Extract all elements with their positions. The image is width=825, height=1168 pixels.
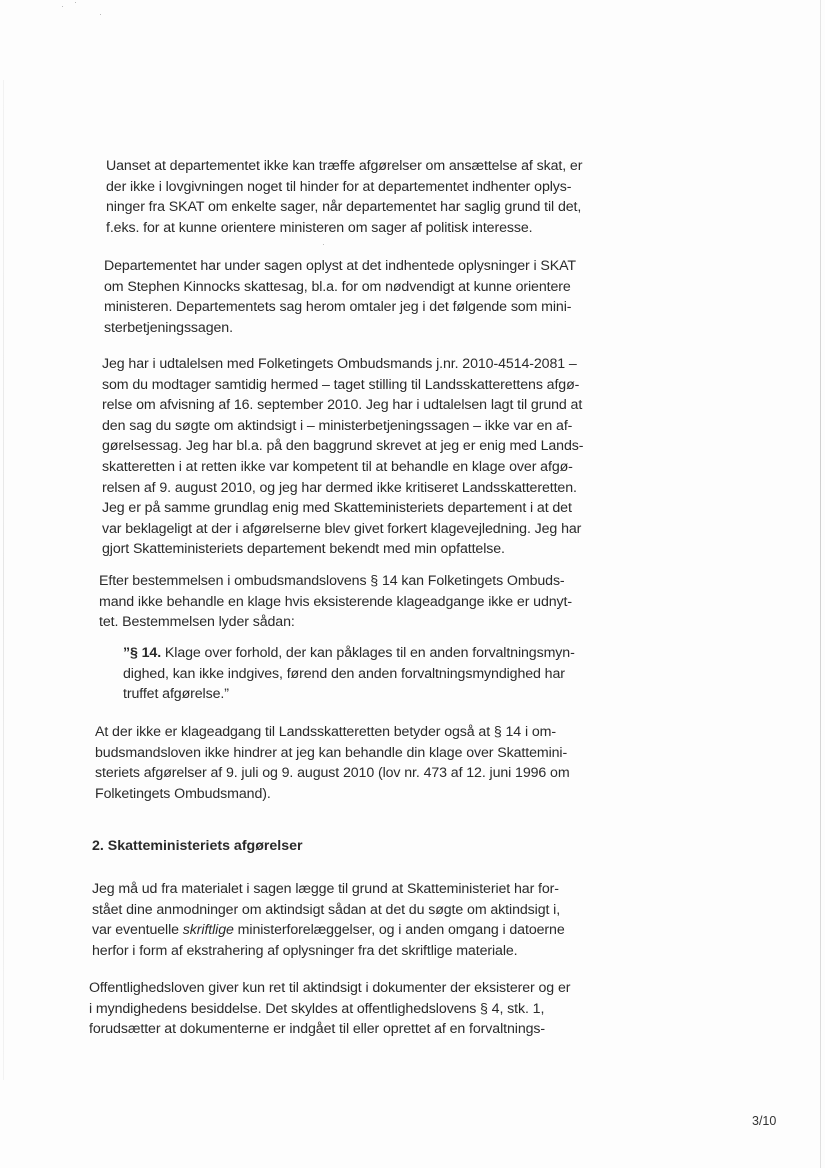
- text-line: Offentlighedsloven giver kun ret til aktindsigt i dokumenter der eksisterer og er: [89, 980, 571, 996]
- text-line: ninger fra SKAT om enkelte sager, når departementet har saglig grund til det,: [106, 199, 582, 216]
- text-line: Jeg må ud fra materialet i sagen lægge til grund at Skatteministeriet har for-: [92, 881, 559, 897]
- scan-edge-left: [3, 80, 4, 1080]
- scan-speck: [62, 6, 63, 7]
- text-line: budsmandsloven ikke hindrer at jeg kan behandle din klage over Skattemini-: [95, 744, 568, 761]
- paragraph-3: [102, 354, 592, 560]
- text-line: gjort Skatteministeriets departement bekendt med min opfattelse.: [102, 541, 505, 558]
- text-line: som du modtager samtidig hermed – taget stilling til Landsskatterettens afgø-: [102, 376, 580, 393]
- text-line: herfor i form af ekstrahering af oplysninger fra det skriftlige materiale.: [92, 942, 518, 959]
- text-line: [92, 920, 572, 941]
- text-line: var beklageligt at der i afgørelserne blev givet forkert klagevejledning. Jeg har: [102, 520, 582, 537]
- scan-edge-right: [820, 0, 821, 1168]
- scan-speck: [75, 2, 76, 3]
- section-heading: 2. Skatteministeriets afgørelser: [92, 838, 303, 854]
- text-line: steriets afgørelser af 9. juli og 9. august 2010 (lov nr. 473 af 12. juni 1996 om: [95, 765, 570, 782]
- paragraph-7: [89, 978, 579, 1040]
- text-line: i myndighedens besiddelse. Det skyldes at offentlighedslovens § 4, stk. 1,: [89, 1000, 545, 1017]
- emphasis-text: skriftlige: [182, 922, 234, 939]
- text-line: Uanset at departementet ikke kan træffe afgørelser om ansættelse af skat, er: [106, 158, 583, 174]
- quote-line-1: [123, 643, 583, 664]
- law-quote: [123, 643, 583, 705]
- paragraph-5: [95, 722, 585, 804]
- scan-speck: [323, 244, 324, 245]
- text-line: om Stephen Kinnocks skattesag, bl.a. for om nødvendigt at kunne orientere: [104, 278, 571, 295]
- text-line: Efter bestemmelsen i ombudsmandslovens § 14 kan Folketingets Ombuds-: [99, 573, 565, 589]
- text-line: skatteretten i at retten ikke var kompetent til at behandle en klage over afgø-: [102, 458, 573, 475]
- text-line: truffet afgørelse.”: [123, 686, 229, 703]
- paragraph-4: [99, 571, 574, 633]
- text-line: Jeg har i udtalelsen med Folketingets Ombudsmands j.nr. 2010-4514-2081 –: [102, 356, 577, 372]
- section-number: ”§ 14.: [123, 645, 162, 661]
- text-line: tet. Bestemmelsen lyder sådan:: [99, 614, 295, 631]
- paragraph-1: [106, 156, 596, 238]
- paragraph-2: [104, 256, 579, 338]
- text-span: ministerforelæggelser, og i anden omgang i datoerne: [233, 922, 565, 939]
- text-line: stået dine anmodninger om aktindsigt sådan at det du søgte om aktindsigt i,: [92, 901, 561, 918]
- text-line: f.eks. for at kunne orientere ministeren om sager af politisk interesse.: [106, 219, 533, 236]
- text-line: den sag du søgte om aktindsigt i – ministerbetjeningssagen – ikke var en af-: [102, 417, 573, 434]
- text-span: Klage over forhold, der kan påklages til en anden forvaltningsmyn-: [161, 645, 575, 661]
- text-line: dighed, kan ikke indgives, førend den anden forvaltningsmyndighed har: [123, 665, 565, 682]
- scan-speck: [100, 14, 101, 15]
- text-line: mand ikke behandle en klage hvis eksisterende klageadgange ikke er udnyt-: [99, 593, 573, 610]
- text-line: der ikke i lovgivningen noget til hinder for at departementet indhenter oplys-: [106, 178, 572, 195]
- text-line: Jeg er på samme grundlag enig med Skatteministeriets departement i at det: [102, 500, 572, 517]
- text-line: sterbetjeningssagen.: [104, 319, 233, 336]
- text-span: var eventuelle: [92, 922, 183, 939]
- text-line: relsen af 9. august 2010, og jeg har dermed ikke kritiseret Landsskatteretten.: [102, 479, 577, 496]
- text-line: Departementet har under sagen oplyst at det indhentede oplysninger i SKAT: [104, 258, 576, 274]
- text-line: forudsætter at dokumenterne er indgået til eller oprettet af en forvaltnings-: [89, 1021, 546, 1038]
- text-line: ministeren. Departementets sag herom omtaler jeg i det følgende som mini-: [104, 299, 572, 316]
- text-line: relse om afvisning af 16. september 2010. Jeg har i udtalelsen lagt til grund at: [102, 397, 583, 414]
- text-line: At der ikke er klageadgang til Landsskatteretten betyder også at § 14 i om-: [95, 724, 556, 740]
- text-line: gørelsessag. Jeg har bl.a. på den baggrund skrevet at jeg er enig med Lands-: [102, 438, 584, 455]
- page-number: 3/10: [752, 1114, 777, 1128]
- text-line: Folketingets Ombudsmand).: [95, 785, 271, 802]
- paragraph-6: [92, 879, 572, 961]
